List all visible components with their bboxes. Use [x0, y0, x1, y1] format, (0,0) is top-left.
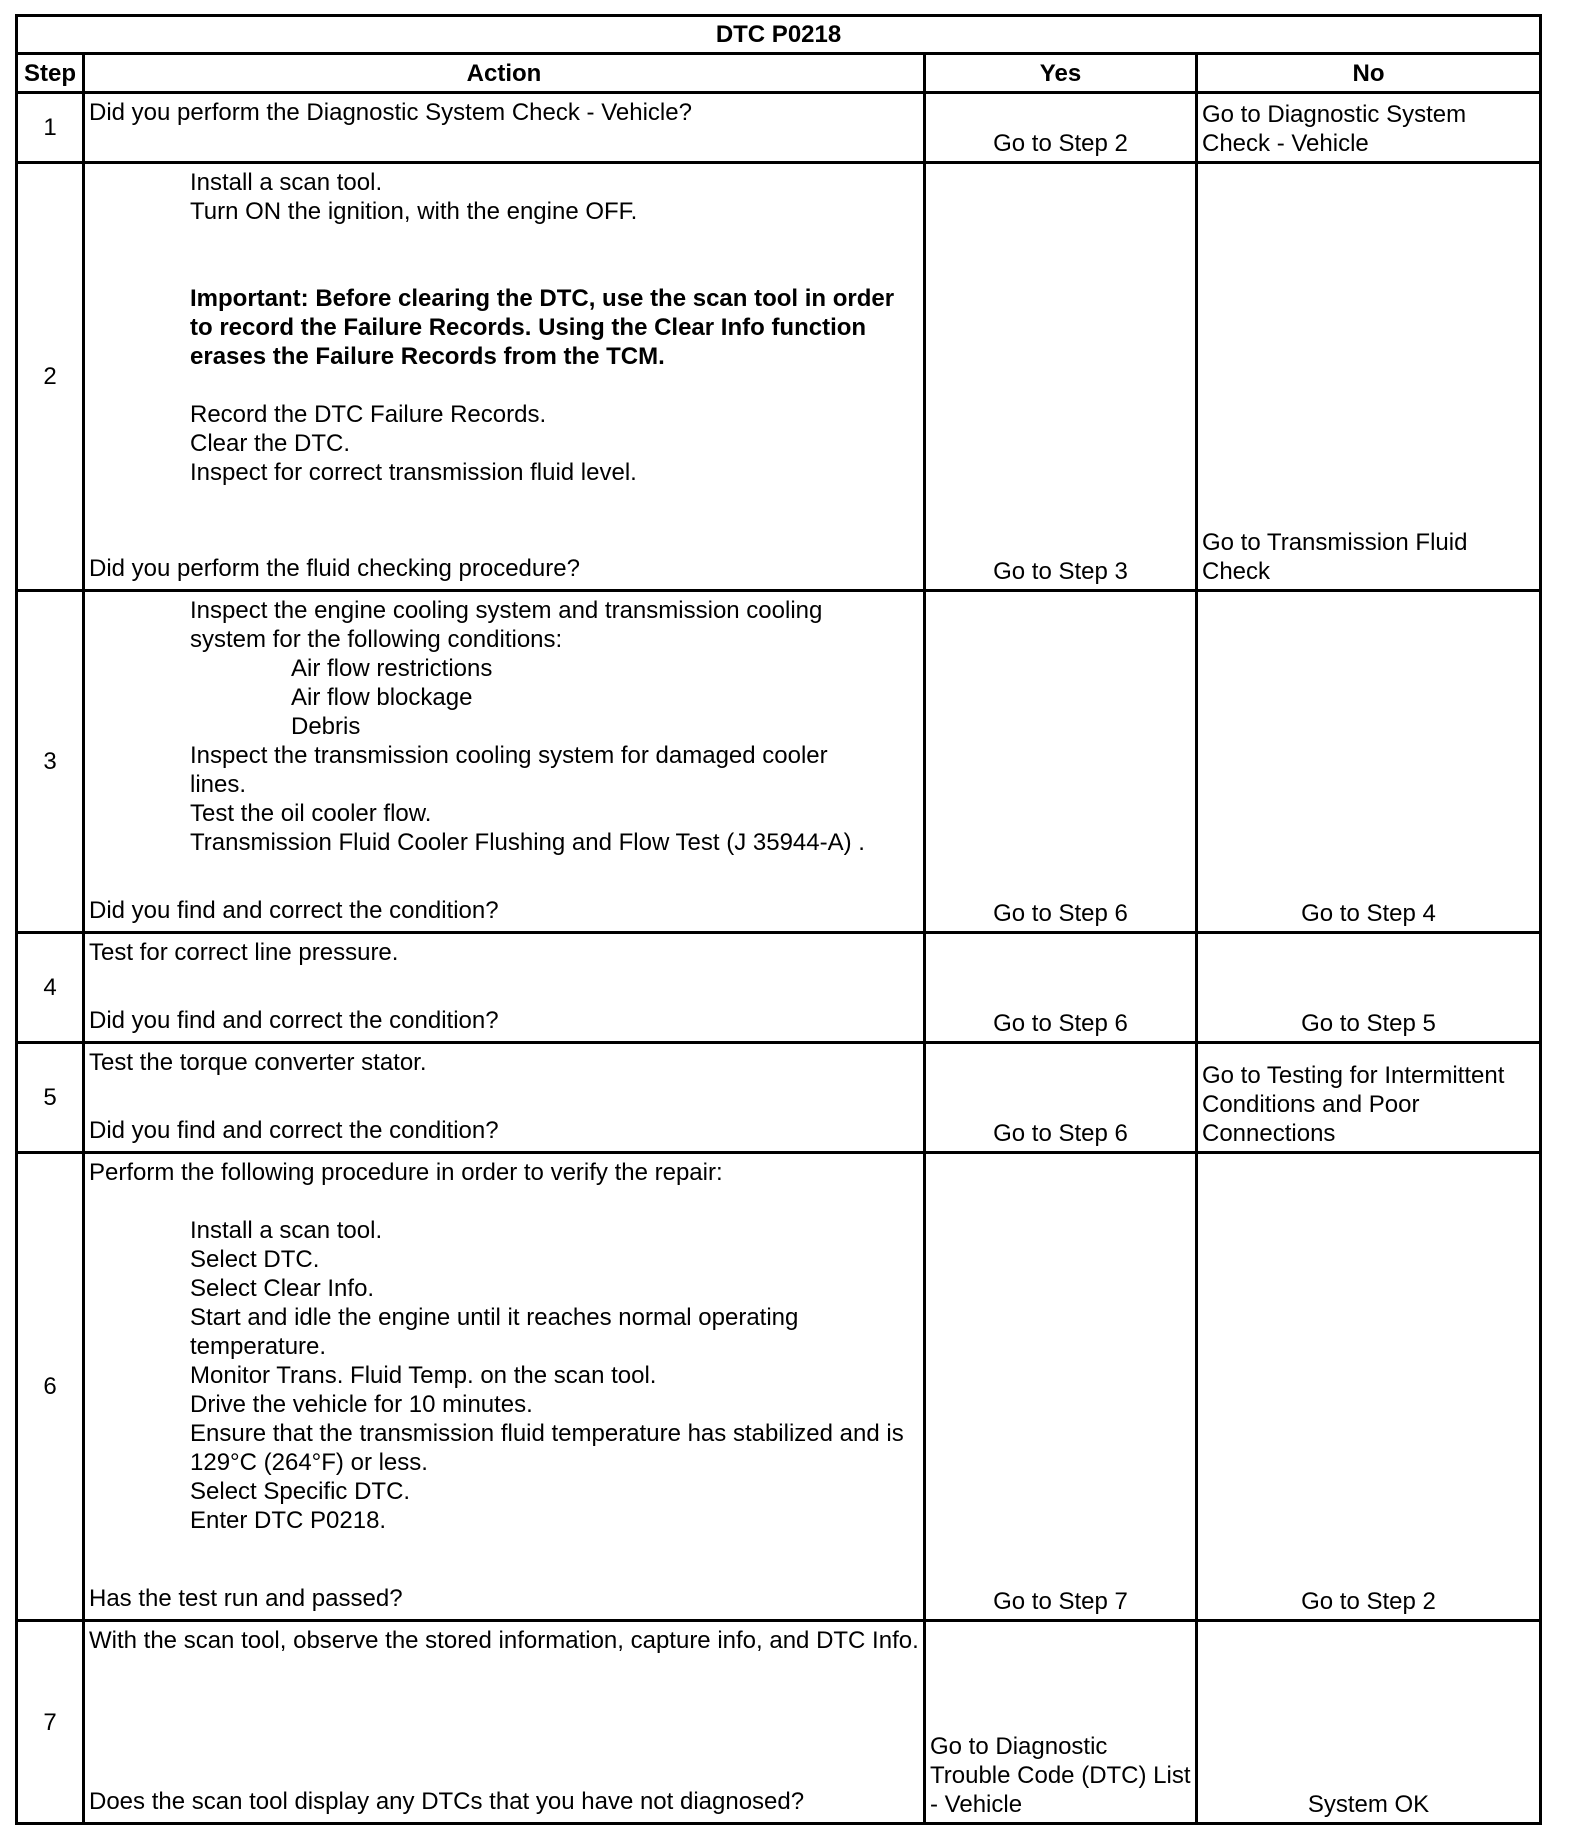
yes-link[interactable]: Go to Step 6	[993, 900, 1128, 927]
step-number: 5	[17, 1043, 84, 1153]
title-row	[17, 16, 1541, 54]
table-row-step-3	[17, 591, 1541, 933]
action-line: Monitor Trans. Fluid Temp. on the scan tool.	[190, 1362, 657, 1389]
yes-link[interactable]: Go to Step 6	[993, 1120, 1128, 1147]
action-line: Start and idle the engine until it reaches normal operating temperature.	[190, 1304, 799, 1360]
no-link[interactable]: Go to Step 2	[1301, 1588, 1436, 1615]
action-line: Inspect for correct transmission fluid level.	[190, 459, 637, 486]
action-line: Select DTC.	[190, 1246, 320, 1273]
action-question: Did you find and correct the condition?	[89, 897, 499, 924]
yes-cell	[925, 591, 1197, 933]
header-row	[17, 54, 1541, 93]
yes-cell	[925, 1621, 1197, 1824]
action-text: With the scan tool, observe the stored information, capture info, and DTC Info.	[89, 1627, 919, 1654]
no-cell	[1197, 1153, 1541, 1621]
action-cell	[84, 1153, 925, 1621]
sub-item: Air flow restrictions	[291, 655, 493, 682]
action-line: Select Specific DTC.	[190, 1478, 411, 1505]
action-line: Clear the DTC.	[190, 430, 351, 457]
action-line: Test the oil cooler flow.	[190, 800, 432, 827]
no-link[interactable]: Go to Testing for Intermittent Conditions and Poor Connections	[1202, 1062, 1505, 1147]
no-cell	[1197, 163, 1541, 591]
yes-link[interactable]: Go to Step 7	[993, 1588, 1128, 1615]
step-number: 1	[17, 93, 84, 163]
step-number: 3	[17, 591, 84, 933]
action-question: Did you find and correct the condition?	[89, 1117, 499, 1144]
table-row-step-1	[17, 93, 1541, 163]
yes-cell	[925, 1153, 1197, 1621]
action-text: Did you perform the Diagnostic System Check - Vehicle?	[89, 99, 692, 126]
yes-cell	[925, 933, 1197, 1043]
action-line: Install a scan tool.	[190, 169, 383, 196]
table-title: DTC P0218	[17, 16, 1541, 54]
yes-cell	[925, 1043, 1197, 1153]
no-cell	[1197, 591, 1541, 933]
action-question: Does the scan tool display any DTCs that you have not diagnosed?	[89, 1788, 805, 1815]
no-link[interactable]: System OK	[1307, 1791, 1430, 1818]
action-question: Has the test run and passed?	[89, 1585, 403, 1612]
action-line: Install a scan tool.	[190, 1217, 383, 1244]
action-cell	[84, 591, 925, 933]
action-line: Inspect the engine cooling system and transmission cooling system for the following conditions:	[190, 597, 823, 653]
no-link[interactable]: Go to Step 4	[1301, 900, 1436, 927]
action-cell	[84, 1621, 925, 1824]
yes-cell	[925, 163, 1197, 591]
yes-link[interactable]: Go to Diagnostic Trouble Code (DTC) List - Vehicle	[930, 1733, 1191, 1818]
action-text: Test for correct line pressure.	[89, 939, 399, 966]
action-text: Perform the following procedure in order to verify the repair:	[89, 1159, 723, 1186]
table-row-step-5	[17, 1043, 1541, 1153]
action-cell	[84, 93, 925, 163]
action-line: Inspect the transmission cooling system for damaged cooler lines.	[190, 742, 828, 798]
important-note: Important: Before clearing the DTC, use the scan tool in order to record the Failure Records. Using the Clear Info function erases the Failure Records from the TCM.	[190, 285, 895, 370]
action-line: Select Clear Info.	[190, 1275, 375, 1302]
no-link[interactable]: Go to Transmission Fluid Check	[1202, 529, 1468, 585]
header-step: Step	[17, 54, 84, 93]
action-line: Ensure that the transmission fluid temperature has stabilized and is 129°C (264°F) or less.	[190, 1420, 904, 1476]
no-link[interactable]: Go to Step 5	[1301, 1010, 1436, 1037]
action-question: Did you find and correct the condition?	[89, 1007, 499, 1034]
yes-cell	[925, 93, 1197, 163]
sub-item: Debris	[291, 713, 361, 740]
action-cell	[84, 1043, 925, 1153]
action-line: Turn ON the ignition, with the engine OFF.	[190, 198, 638, 225]
table-row-step-6	[17, 1153, 1541, 1621]
table-row-step-7	[17, 1621, 1541, 1824]
yes-link[interactable]: Go to Step 6	[993, 1010, 1128, 1037]
no-cell	[1197, 933, 1541, 1043]
step-number: 6	[17, 1153, 84, 1621]
yes-link[interactable]: Go to Step 2	[993, 130, 1128, 157]
no-cell	[1197, 1621, 1541, 1824]
diagnostic-table	[15, 14, 1542, 1825]
yes-link[interactable]: Go to Step 3	[993, 558, 1128, 585]
step-number: 4	[17, 933, 84, 1043]
sub-item: Air flow blockage	[291, 684, 473, 711]
header-yes: Yes	[925, 54, 1197, 93]
action-text: Test the torque converter stator.	[89, 1049, 427, 1076]
action-question: Did you perform the fluid checking procedure?	[89, 555, 580, 582]
header-action: Action	[84, 54, 925, 93]
action-line: Drive the vehicle for 10 minutes.	[190, 1391, 533, 1418]
action-cell	[84, 933, 925, 1043]
step-number: 7	[17, 1621, 84, 1824]
action-line: Transmission Fluid Cooler Flushing and Flow Test (J 35944-A) .	[190, 829, 865, 856]
action-line: Record the DTC Failure Records.	[190, 401, 547, 428]
table-row-step-2	[17, 163, 1541, 591]
step-number: 2	[17, 163, 84, 591]
no-cell	[1197, 1043, 1541, 1153]
no-cell	[1197, 93, 1541, 163]
table-row-step-4	[17, 933, 1541, 1043]
action-line: Enter DTC P0218.	[190, 1507, 387, 1534]
no-link[interactable]: Go to Diagnostic System Check - Vehicle	[1202, 101, 1467, 157]
header-no: No	[1197, 54, 1541, 93]
action-cell	[84, 163, 925, 591]
